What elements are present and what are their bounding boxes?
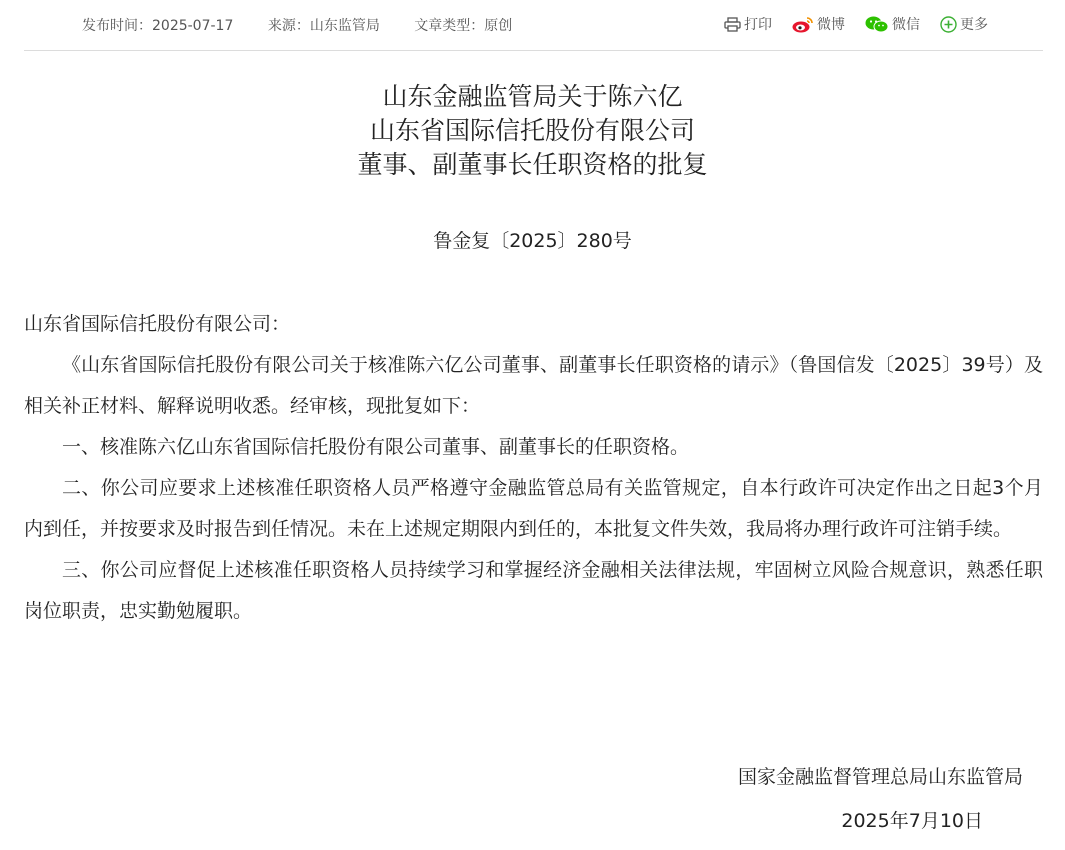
signature-organization: 国家金融监督管理总局山东监管局 bbox=[737, 766, 1023, 788]
more-label: 更多 bbox=[960, 17, 988, 33]
body-paragraph: 三、你公司应督促上述核准任职资格人员持续学习和掌握经济金融相关法律法规，牢固树立风险合规意识，熟悉任职岗位职责，忠实勤勉履职。 bbox=[24, 559, 1043, 622]
printer-icon bbox=[724, 17, 741, 32]
weibo-icon bbox=[792, 16, 814, 33]
wechat-share-button[interactable] bbox=[865, 14, 920, 34]
document-title bbox=[0, 80, 1065, 182]
plus-circle-icon bbox=[940, 16, 957, 33]
document-number: 鲁金复〔2025〕280号 bbox=[433, 230, 632, 252]
wechat-icon bbox=[865, 16, 889, 33]
share-toolbar bbox=[704, 14, 988, 34]
salutation: 山东省国际信托股份有限公司： bbox=[24, 313, 291, 335]
article-source: 来源：山东监管局 bbox=[267, 18, 380, 34]
weibo-label: 微博 bbox=[817, 17, 845, 33]
wechat-label: 微信 bbox=[892, 17, 920, 33]
body-paragraph: 一、核准陈六亿山东省国际信托股份有限公司董事、副董事长的任职资格。 bbox=[62, 436, 690, 458]
article-meta-info bbox=[82, 15, 542, 35]
title-line-2: 山东省国际信托股份有限公司 bbox=[369, 116, 695, 145]
more-share-button[interactable] bbox=[940, 14, 988, 34]
title-line-1: 山东金融监管局关于陈六亿 bbox=[382, 82, 683, 111]
print-button[interactable] bbox=[724, 14, 772, 34]
print-label: 打印 bbox=[744, 17, 772, 33]
signature-date: 2025年7月10日 bbox=[841, 810, 983, 832]
body-paragraph: 《山东省国际信托股份有限公司关于核准陈六亿公司董事、副董事长任职资格的请示》（鲁国信发〔2025〕39号）及相关补正材料、解释说明收悉。经审核，现批复如下： bbox=[24, 354, 1043, 417]
article-type: 文章类型：原创 bbox=[414, 18, 513, 34]
article-meta-bar bbox=[24, 0, 1043, 51]
document-body bbox=[24, 304, 1043, 632]
weibo-share-button[interactable] bbox=[792, 14, 845, 34]
body-paragraph: 二、你公司应要求上述核准任职资格人员严格遵守金融监管总局有关监管规定，自本行政许可决定作出之日起3个月内到任，并按要求及时报告到任情况。未在上述规定期限内到任的，本批复文件失效，我局将办理行政许可注销手续。 bbox=[24, 477, 1043, 540]
title-line-3: 董事、副董事长任职资格的批复 bbox=[357, 150, 708, 179]
publish-time: 发布时间：2025-07-17 bbox=[82, 18, 234, 34]
